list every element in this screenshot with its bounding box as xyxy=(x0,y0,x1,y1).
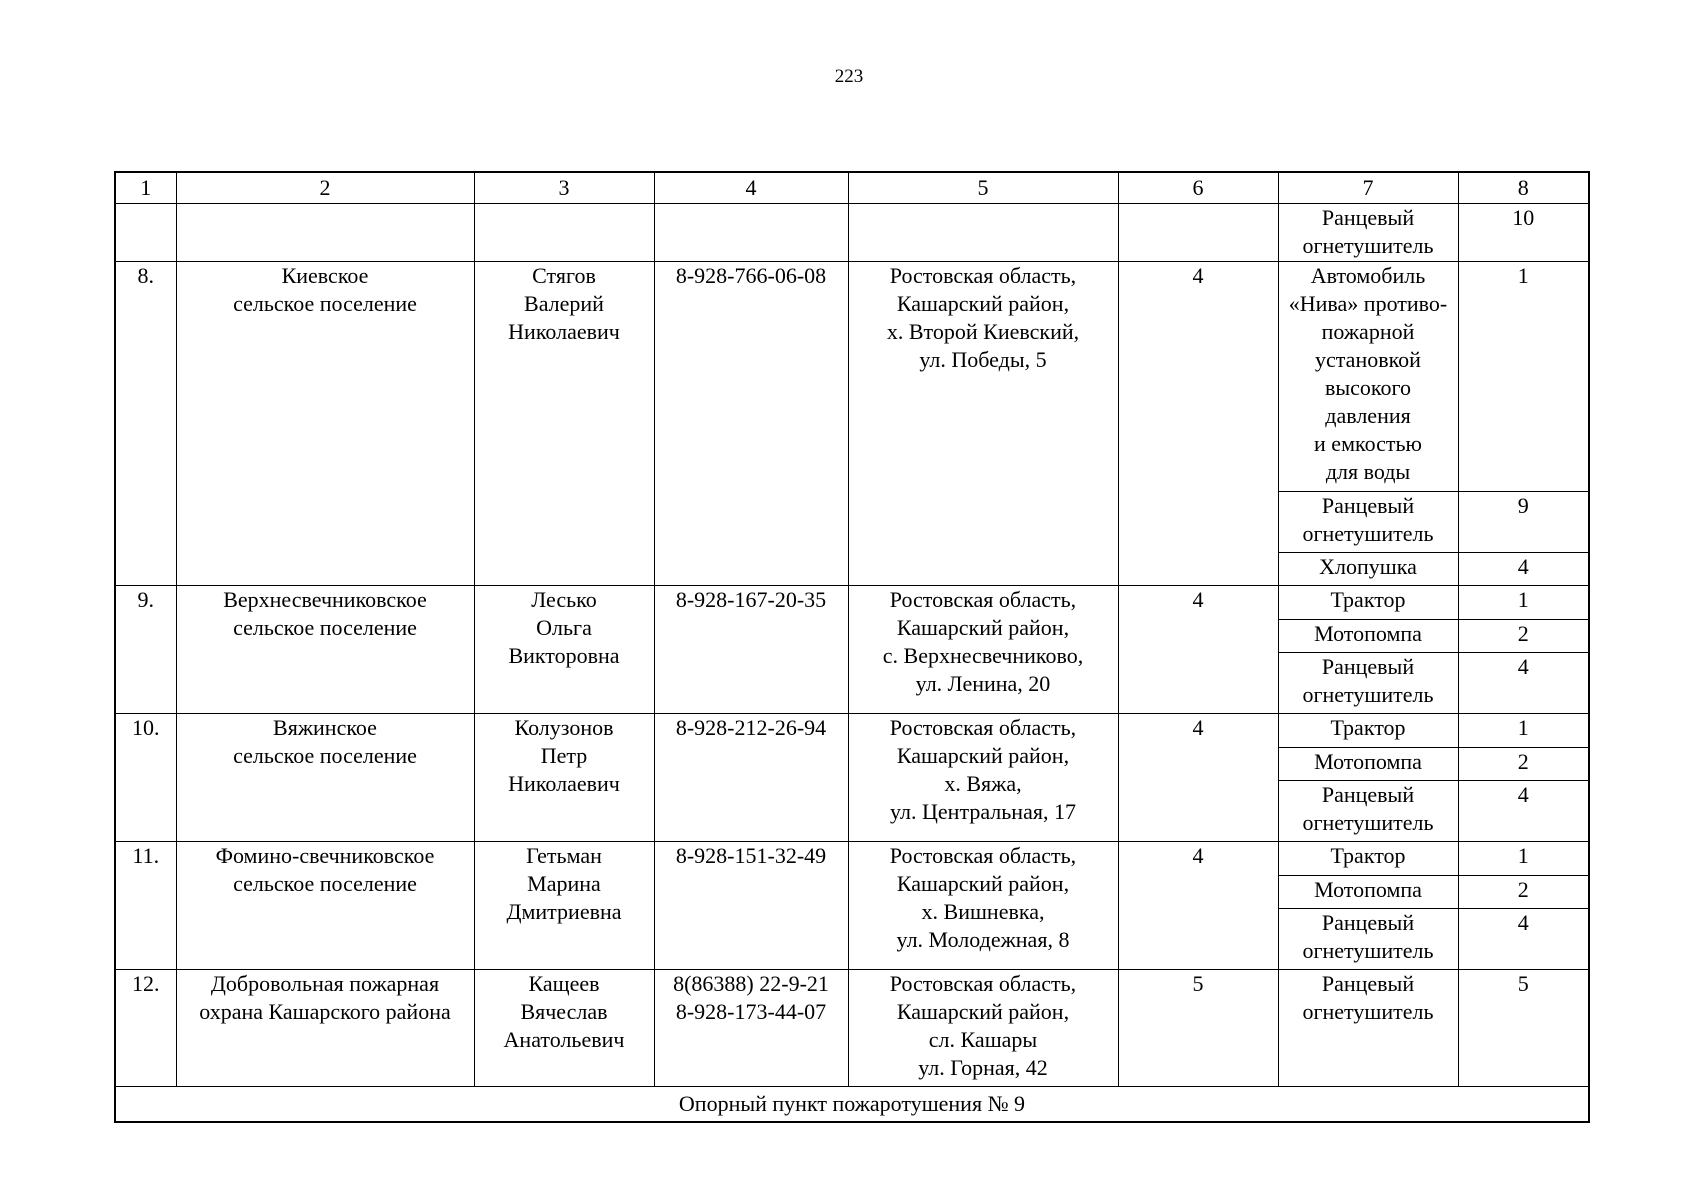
column-number: 7 xyxy=(1278,172,1458,204)
section-heading: Опорный пункт пожаротушения № 9 xyxy=(115,1087,1589,1123)
responsible-person: Лесько Ольга Викторовна xyxy=(474,586,654,714)
equipment-qty: 1 xyxy=(1458,262,1589,492)
column-number: 5 xyxy=(848,172,1118,204)
equipment-qty: 9 xyxy=(1458,492,1589,553)
page-number: 223 xyxy=(834,66,864,87)
equipment-qty: 1 xyxy=(1458,842,1589,876)
responsible-person: Стягов Валерий Николаевич xyxy=(474,262,654,586)
equipment-name: Мотопомпа xyxy=(1278,620,1458,653)
row-number: 10. xyxy=(115,714,176,842)
equipment-name: Ранцевый огнетушитель xyxy=(1278,204,1458,262)
personnel-count: 4 xyxy=(1118,262,1278,586)
equipment-qty: 2 xyxy=(1458,748,1589,781)
address: Ростовская область, Кашарский район, сл. Кашары ул. Горная, 42 xyxy=(848,970,1118,1087)
phone-number: 8-928-151-32-49 xyxy=(654,842,848,970)
empty-cell xyxy=(176,204,474,262)
equipment-qty: 2 xyxy=(1458,876,1589,909)
address: Ростовская область, Кашарский район, х. Вяжа, ул. Центральная, 17 xyxy=(848,714,1118,842)
equipment-name: Автомобиль «Нива» противо- пожарной установкой высокого давления и емкостью для воды xyxy=(1278,262,1458,492)
equipment-qty: 10 xyxy=(1458,204,1589,262)
phone-number: 8-928-167-20-35 xyxy=(654,586,848,714)
column-number: 8 xyxy=(1458,172,1589,204)
personnel-count: 4 xyxy=(1118,586,1278,714)
table-row xyxy=(115,970,1589,1087)
equipment-qty: 2 xyxy=(1458,620,1589,653)
equipment-name: Ранцевый огнетушитель xyxy=(1278,909,1458,970)
address: Ростовская область, Кашарский район, х. Второй Киевский, ул. Победы, 5 xyxy=(848,262,1118,586)
continuation-row xyxy=(115,204,1589,262)
personnel-count: 4 xyxy=(1118,714,1278,842)
phone-number: 8(86388) 22-9-21 8-928-173-44-07 xyxy=(654,970,848,1087)
settlement-name: Вяжинское сельское поселение xyxy=(176,714,474,842)
equipment-qty: 5 xyxy=(1458,970,1589,1087)
row-number: 12. xyxy=(115,970,176,1087)
row-number: 11. xyxy=(115,842,176,970)
phone-number: 8-928-766-06-08 xyxy=(654,262,848,586)
table-row xyxy=(115,714,1589,748)
equipment-name: Ранцевый огнетушитель xyxy=(1278,781,1458,842)
equipment-name: Мотопомпа xyxy=(1278,748,1458,781)
empty-cell xyxy=(848,204,1118,262)
table-row xyxy=(115,842,1589,876)
equipment-qty: 4 xyxy=(1458,653,1589,714)
equipment-qty: 4 xyxy=(1458,781,1589,842)
personnel-count: 5 xyxy=(1118,970,1278,1087)
row-number: 8. xyxy=(115,262,176,586)
table-row xyxy=(115,262,1589,492)
personnel-count: 4 xyxy=(1118,842,1278,970)
column-number-row xyxy=(115,172,1589,204)
row-number: 9. xyxy=(115,586,176,714)
equipment-qty: 1 xyxy=(1458,714,1589,748)
fire-equipment-table xyxy=(114,171,1590,1123)
empty-cell xyxy=(115,204,176,262)
empty-cell xyxy=(654,204,848,262)
equipment-qty: 4 xyxy=(1458,909,1589,970)
address: Ростовская область, Кашарский район, х. Вишневка, ул. Молодежная, 8 xyxy=(848,842,1118,970)
equipment-name: Мотопомпа xyxy=(1278,876,1458,909)
column-number: 2 xyxy=(176,172,474,204)
settlement-name: Добровольная пожарная охрана Кашарского района xyxy=(176,970,474,1087)
equipment-qty: 1 xyxy=(1458,586,1589,620)
empty-cell xyxy=(474,204,654,262)
empty-cell xyxy=(1118,204,1278,262)
equipment-qty: 4 xyxy=(1458,553,1589,586)
equipment-name: Ранцевый огнетушитель xyxy=(1278,492,1458,553)
column-number: 6 xyxy=(1118,172,1278,204)
settlement-name: Киевское сельское поселение xyxy=(176,262,474,586)
address: Ростовская область, Кашарский район, с. Верхнесвечниково, ул. Ленина, 20 xyxy=(848,586,1118,714)
responsible-person: Гетьман Марина Дмитриевна xyxy=(474,842,654,970)
equipment-name: Трактор xyxy=(1278,842,1458,876)
responsible-person: Кащеев Вячеслав Анатольевич xyxy=(474,970,654,1087)
equipment-name: Трактор xyxy=(1278,714,1458,748)
settlement-name: Фомино-свечниковское сельское поселение xyxy=(176,842,474,970)
phone-number: 8-928-212-26-94 xyxy=(654,714,848,842)
equipment-name: Ранцевый огнетушитель xyxy=(1278,653,1458,714)
settlement-name: Верхнесвечниковское сельское поселение xyxy=(176,586,474,714)
equipment-name: Трактор xyxy=(1278,586,1458,620)
column-number: 3 xyxy=(474,172,654,204)
equipment-name: Ранцевый огнетушитель xyxy=(1278,970,1458,1087)
table-row xyxy=(115,586,1589,620)
responsible-person: Колузонов Петр Николаевич xyxy=(474,714,654,842)
section-heading-row xyxy=(115,1087,1589,1123)
column-number: 1 xyxy=(115,172,176,204)
equipment-name: Хлопушка xyxy=(1278,553,1458,586)
column-number: 4 xyxy=(654,172,848,204)
